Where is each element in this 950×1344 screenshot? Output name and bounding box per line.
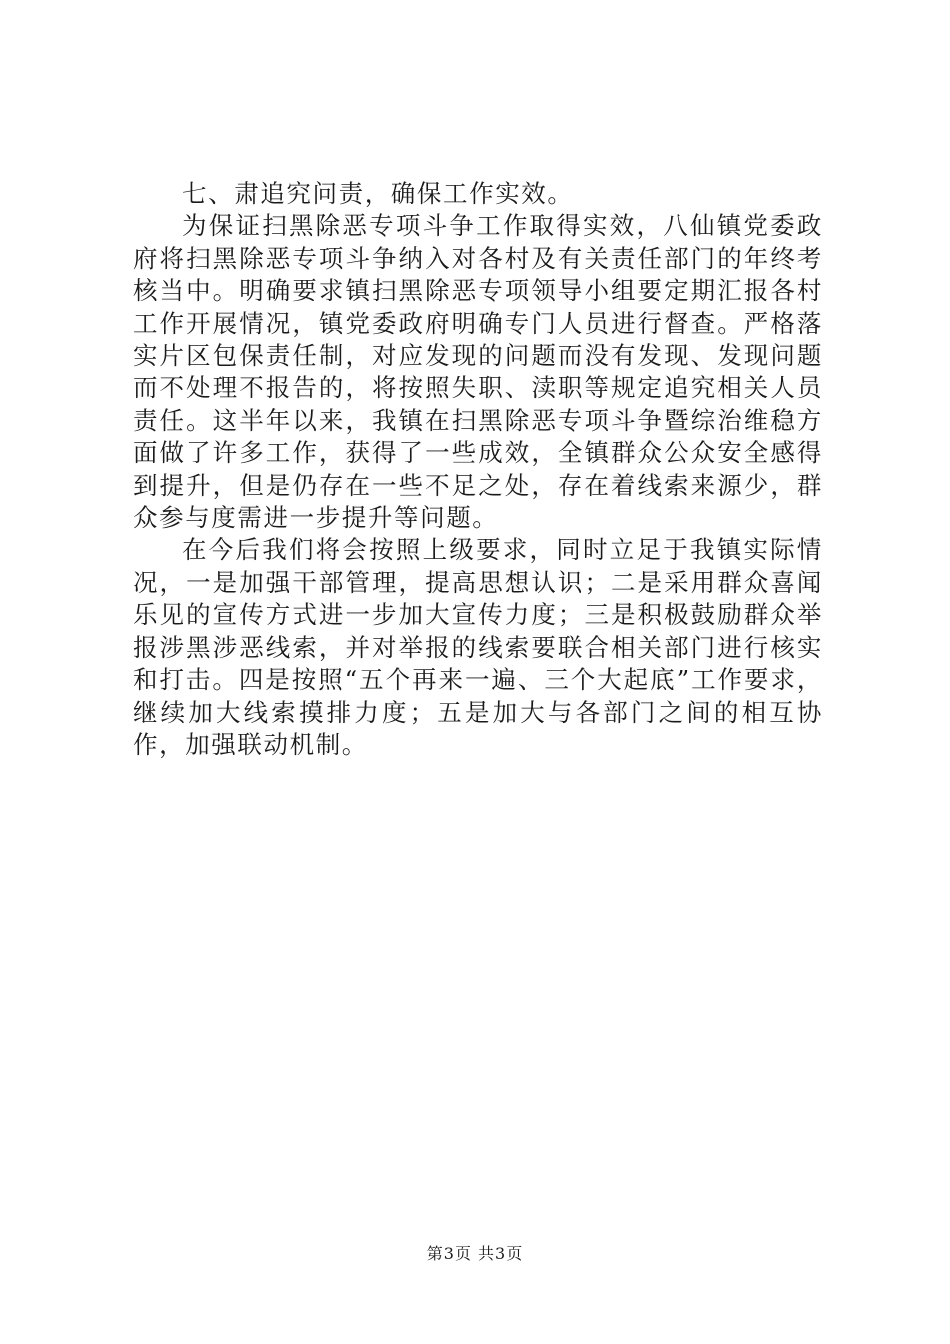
body-paragraph: 在今后我们将会按照上级要求，同时立足于我镇实际情况，一是加强干部管理，提高思想认识；二是采用群众喜闻乐见的宣传方式进一步加大宣传力度；三是积极鼓励群众举报涉黑涉恶线索，并对举报的线索要联合相关部门进行核实和打击。四是按照“五个再来一遍、三个大起底”工作要求，继续加大线索摸排力度；五是加大与各部门之间的相互协作，加强联动机制。 (133, 535, 823, 759)
body-paragraph: 为保证扫黑除恶专项斗争工作取得实效，八仙镇党委政府将扫黑除恶专项斗争纳入对各村及有关责任部门的年终考核当中。明确要求镇扫黑除恶专项领导小组要定期汇报各村工作开展情况，镇党委政府明确专门人员进行督查。严格落实片区包保责任制，对应发现的问题而没有发现、发现问题而不处理不报告的，将按照失职、渎职等规定追究相关人员责任。这半年以来，我镇在扫黑除恶专项斗争暨综治维稳方面做了许多工作，获得了一些成效，全镇群众公众安全感得到提升，但是仍存在一些不足之处，存在着线索来源少，群众参与度需进一步提升等问题。 (133, 211, 823, 533)
page-footer: 第3页 共3页 (426, 1244, 524, 1263)
document-body (133, 178, 823, 761)
section-heading: 七、肃追究问责，确保工作实效。 (182, 179, 574, 208)
